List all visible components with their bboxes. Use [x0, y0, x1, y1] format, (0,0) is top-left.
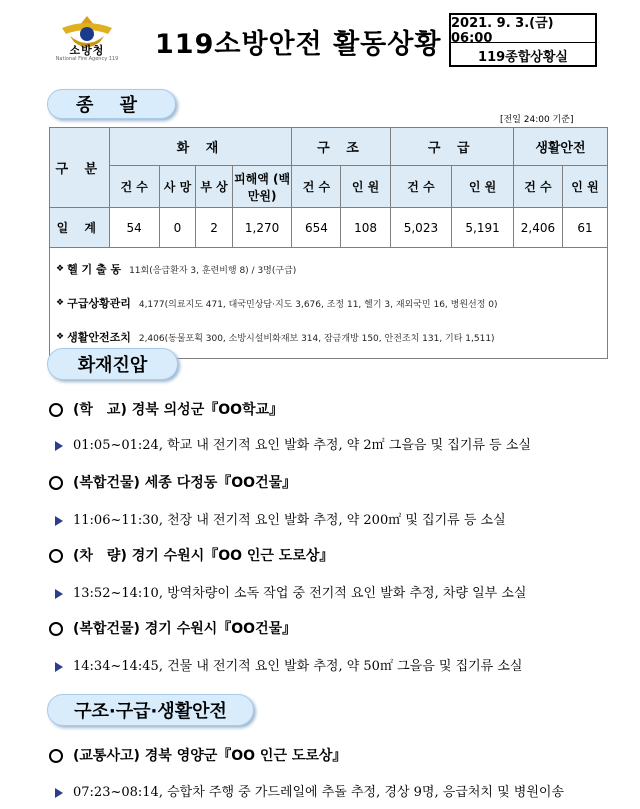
sub-header: 건 수: [109, 166, 159, 208]
value-cell: 2: [196, 208, 233, 248]
value-cell: 54: [109, 208, 159, 248]
note-ems: [56, 286, 601, 320]
sub-header: 부 상: [196, 166, 233, 208]
circle-bullet-icon: [49, 622, 63, 636]
diamond-icon: ❖: [56, 332, 65, 342]
incident-title: (교통사고) 경북 영양군『OO 인근 도로상』: [49, 745, 346, 765]
report-date: 2021. 9. 3.(금) 06:00: [451, 15, 595, 43]
circle-bullet-icon: [49, 549, 63, 563]
note-value: 11회(응급환자 3, 훈련비행 8) / 3명(구급): [129, 265, 297, 276]
circle-bullet-icon: [49, 403, 63, 417]
diamond-icon: ❖: [56, 264, 65, 274]
row-header: 구 분: [50, 128, 110, 208]
notes-cell: [50, 248, 608, 359]
incident-detail: 14:34~14:45, 건물 내 전기적 요인 발화 추정, 약 50㎡ 그을음 및 집기류 소실: [55, 655, 523, 674]
logo-text: 소방청: [69, 44, 105, 57]
sub-header: 건 수: [390, 166, 452, 208]
incident-detail: 07:23~08:14, 승합차 주행 중 가드레일에 추돌 추정, 경상 9명, 응급처치 및 병원이송: [55, 781, 564, 800]
row-label: 일 계: [50, 208, 110, 248]
incident-detail: 11:06~11:30, 천장 내 전기적 요인 발화 추정, 약 200㎡ 및 집기류 등 소실: [55, 509, 506, 528]
incident-title: (학 교) 경북 의성군『OO학교』: [49, 399, 283, 419]
summary-table: [49, 127, 608, 359]
note-key: 구급상황관리: [67, 297, 131, 310]
basis-note: [전일 24:00 기준]: [500, 115, 574, 125]
value-cell: 108: [341, 208, 390, 248]
incident-title: (복합건물) 세종 다정동『OO건물』: [49, 472, 296, 492]
sub-header: 건 수: [292, 166, 341, 208]
page-title: 119소방안전 활동상황: [155, 29, 442, 60]
value-cell: 5,191: [452, 208, 514, 248]
sub-header: 인 원: [562, 166, 607, 208]
date-box: [449, 13, 597, 67]
incident-title: (복합건물) 경기 수원시『OO건물』: [49, 618, 296, 638]
section-summary-title: 종 괄: [47, 89, 176, 119]
incident-title: (차 량) 경기 수원시『OO 인근 도로상』: [49, 545, 333, 565]
sub-header: 피해액 (백만원): [232, 166, 292, 208]
section-fire-title: 화재진압: [47, 348, 178, 380]
group-ems: 구 급: [390, 128, 513, 166]
value-cell: 654: [292, 208, 341, 248]
group-rescue: 구 조: [292, 128, 390, 166]
value-cell: 1,270: [232, 208, 292, 248]
circle-bullet-icon: [49, 749, 63, 763]
logo-subtext: National Fire Agency 119: [55, 56, 119, 62]
value-cell: 0: [159, 208, 196, 248]
incident-detail: 13:52~14:10, 방역차량이 소독 작업 중 전기적 요인 발화 추정, 차량 일부 소실: [55, 582, 527, 601]
note-key: 헬 기 출 동: [67, 263, 122, 276]
group-fire: 화 재: [109, 128, 292, 166]
group-safety: 생활안전: [513, 128, 607, 166]
sub-header: 건 수: [513, 166, 562, 208]
triangle-bullet-icon: [55, 589, 63, 599]
note-value: 4,177(의료지도 471, 대국민상담·지도 3,676, 조정 11, 헬기 3, 재외국민 16, 병원선정 0): [138, 299, 498, 310]
sub-header: 인 원: [341, 166, 390, 208]
diamond-icon: ❖: [56, 298, 65, 308]
triangle-bullet-icon: [55, 662, 63, 672]
value-cell: 61: [562, 208, 607, 248]
triangle-bullet-icon: [55, 516, 63, 526]
section-rescue-title: 구조·구급·생활안전: [47, 694, 254, 726]
report-office: 119종합상황실: [478, 50, 568, 65]
sub-header: 인 원: [452, 166, 514, 208]
triangle-bullet-icon: [55, 441, 63, 451]
triangle-bullet-icon: [55, 788, 63, 798]
value-cell: 5,023: [390, 208, 452, 248]
circle-bullet-icon: [49, 476, 63, 490]
note-heli: [56, 252, 601, 286]
incident-detail: 01:05~01:24, 학교 내 전기적 요인 발화 추정, 약 2㎡ 그을음 및 집기류 등 소실: [55, 434, 531, 453]
sub-header: 사 망: [159, 166, 196, 208]
value-cell: 2,406: [513, 208, 562, 248]
note-key: 생활안전조치: [67, 331, 131, 344]
note-value: 2,406(동물포획 300, 소방시설비화재보 314, 잠금개방 150, 안전조치 131, 기타 1,511): [138, 333, 495, 344]
